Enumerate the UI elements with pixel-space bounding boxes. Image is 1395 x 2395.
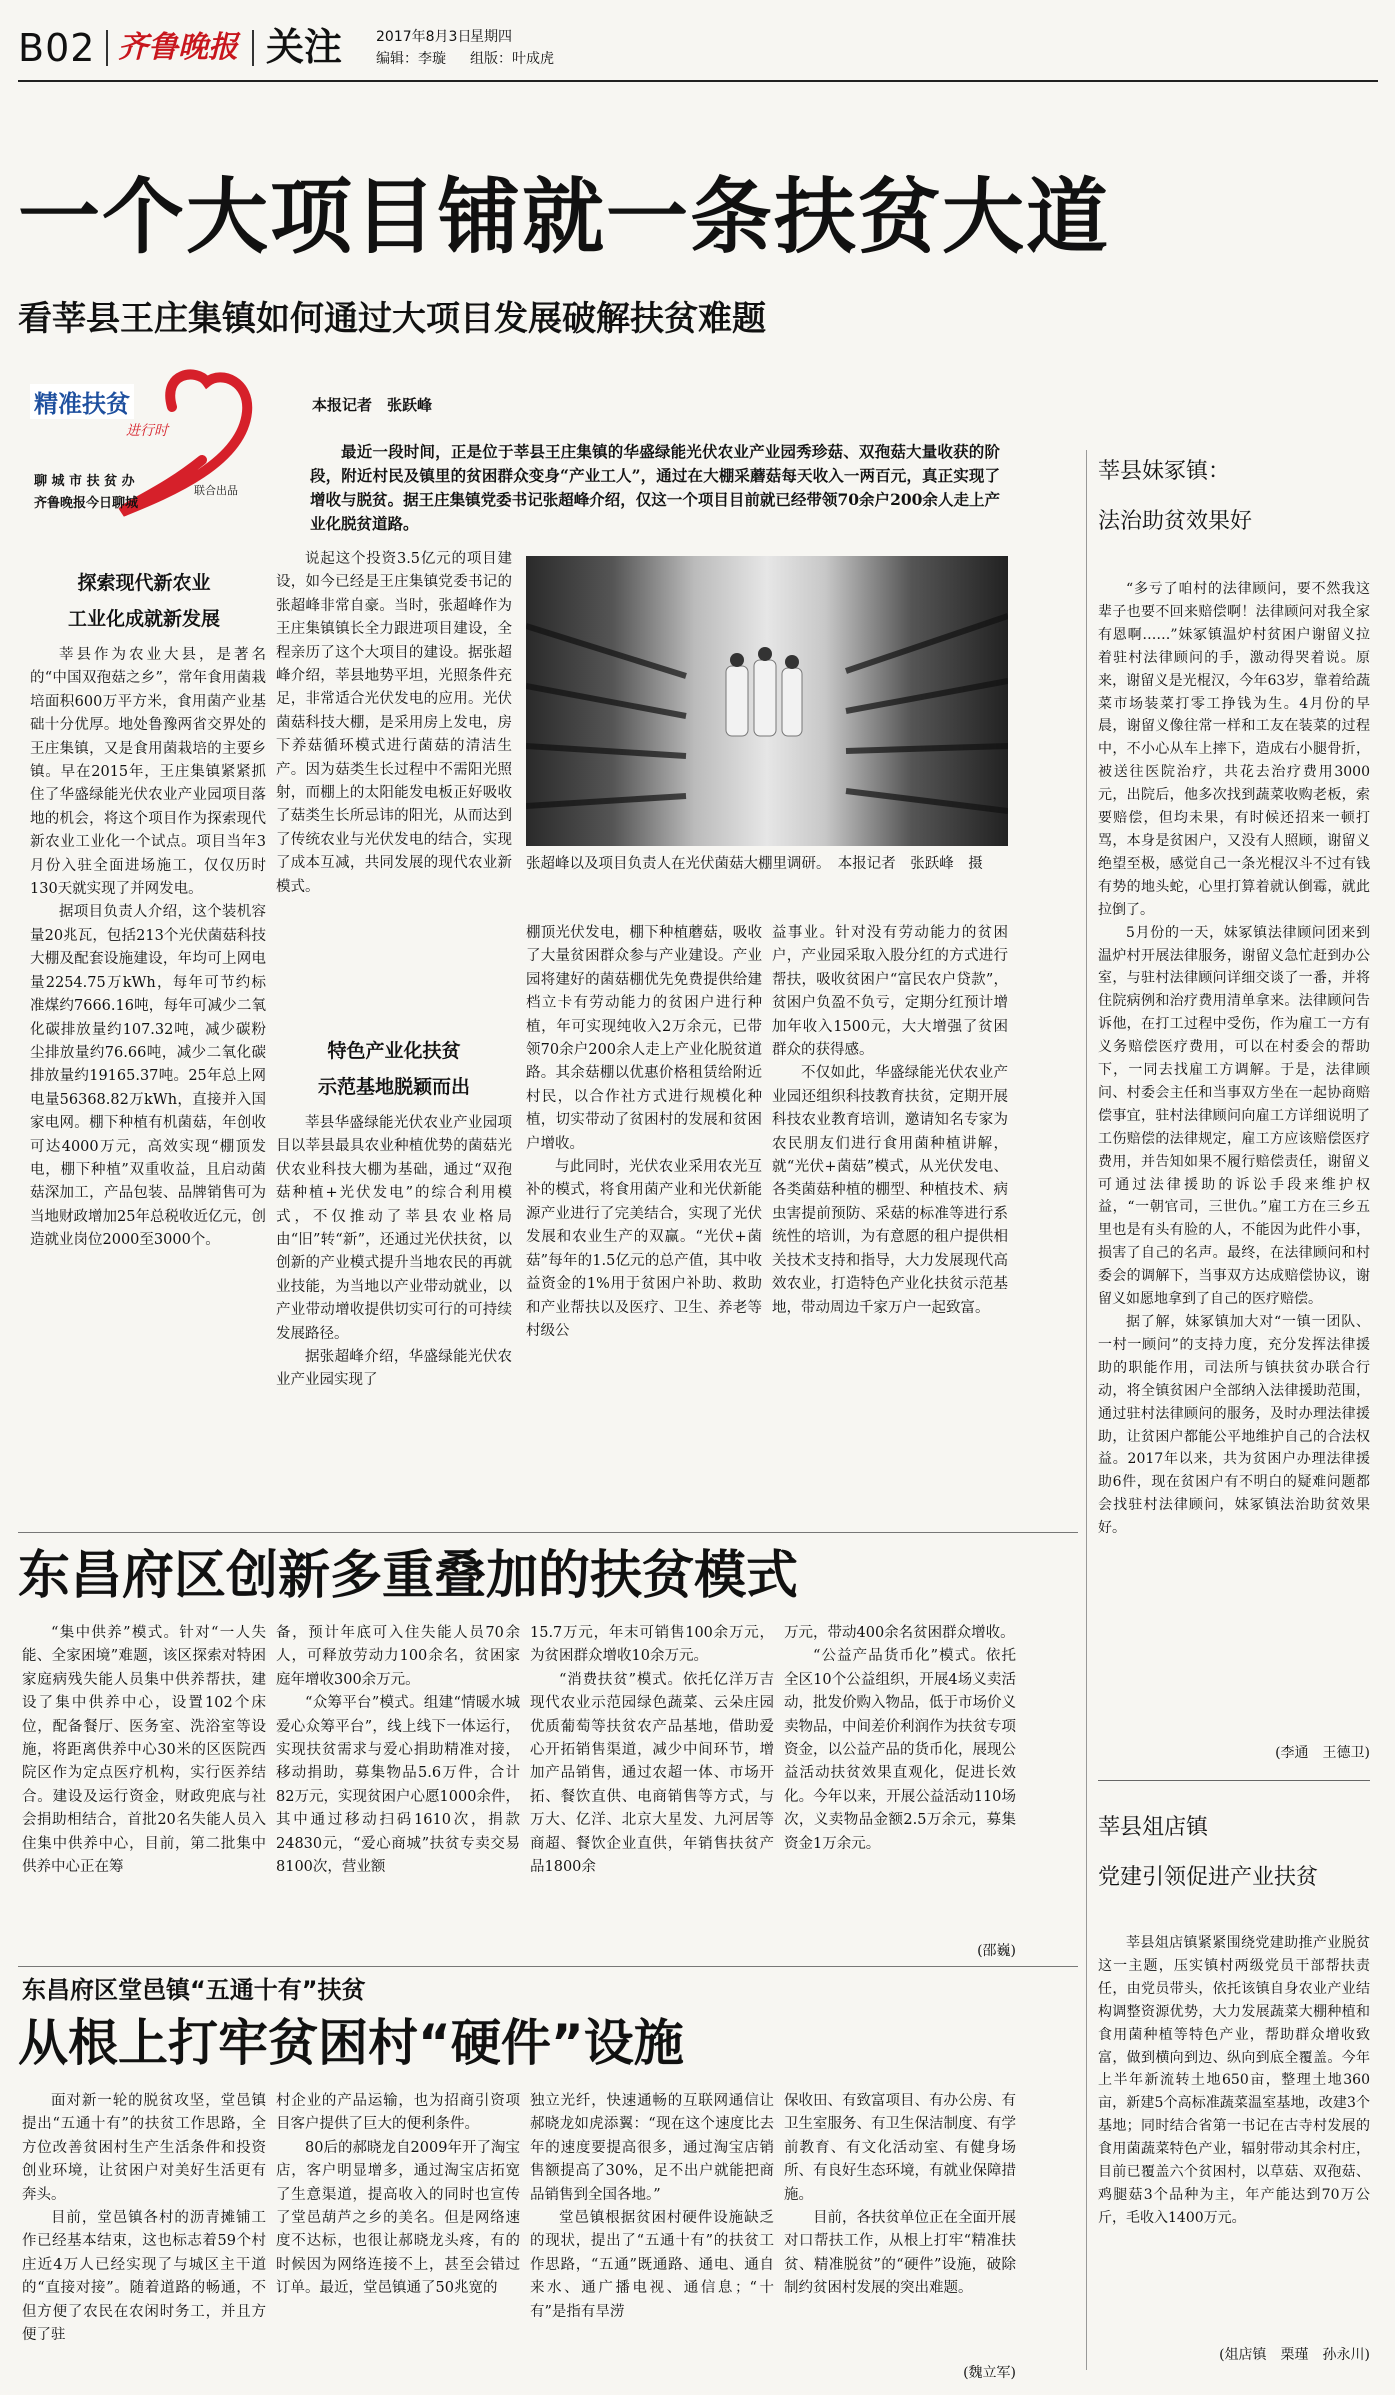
paragraph: 堂邑镇根据贫困村硬件设施缺乏的现状，提出了“五通十有”的扶贫工作思路，“五通”既通路、通电、通自来水、通广播电视、通信息；“十有”是指有旱涝: [530, 2210, 774, 2320]
paragraph: 万元，带动400余名贫困群众增收。: [784, 1625, 1015, 1641]
section1-title-line1: 探索现代新农业: [77, 572, 211, 594]
paragraph: 保收田、有致富项目、有办公房、有卫生室服务、有卫生保洁制度、有学前教育、有文化活动室、有健身场所、有良好生态环境，有就业保障措施。: [784, 2093, 1016, 2203]
tangyi-col-3: [530, 2090, 774, 2390]
story-rule: [18, 1532, 1078, 1533]
paragraph: 据张超峰介绍，华盛绿能光伏农业产业园实现了: [276, 1349, 512, 1389]
tangyi-headline: 从根上打牢贫困村“硬件”设施: [18, 2014, 684, 2072]
logo-title: 精准扶贫: [30, 384, 134, 419]
side2-title-line2: 党建引领促进产业扶贫: [1098, 1865, 1319, 1890]
dongchang-headline: 东昌府区创新多重叠加的扶贫模式: [18, 1546, 799, 1606]
paragraph: 备，预计年底可入住失能人员70余人，可释放劳动力100余名，贫困家庭年增收300余万元。: [276, 1625, 520, 1688]
main-col-4: [772, 922, 1008, 1524]
section-name: 关注: [266, 25, 343, 69]
section1-title-line2: 工业化成就新发展: [67, 608, 220, 630]
paragraph: “众筹平台”模式。组建“情暖水城爱心众筹平台”，线上线下一体运行，实现扶贫需求与爱心捐助精准对接，移动捐助，募集物品5.6万件，合计82万元，实现贫困户心愿1000余件，其中通过移动扫码1610次，捐款24830元，“爱心商城”扶贫专卖交易8100次，营业额: [276, 1695, 520, 1876]
side2-credit: (俎店镇 栗瑾 孙永川): [1219, 2347, 1370, 2363]
masthead-divider-2: [252, 30, 254, 66]
main-col-2: [276, 548, 512, 1038]
tangyi-col-4: [784, 2090, 1016, 2362]
tangyi-kicker: 东昌府区堂邑镇“五通十有”扶贫: [22, 1976, 366, 2004]
masthead-rule: [18, 80, 1378, 82]
side2-body: [1098, 1932, 1370, 2332]
paragraph: 莘县俎店镇紧紧围绕党建助推产业脱贫这一主题，压实镇村两级党员干部帮扶责任，由党员带头，依托该镇自身农业产业结构调整资源优势，大力发展蔬菜大棚种植和食用菌种植等特色产业，帮助群众增收致富，做到横向到边、纵向到底全覆盖。今年上半年新流转土地650亩，整理土地360亩，新建5个高标准蔬菜温室基地，改建3个基地；同时结合省第一书记在古寺村发展的食用菌蔬菜特色产业，辐射带动其余村庄，目前已覆盖六个贫困村，以草菇、双孢菇、鸡腿菇3个品种为主，年产能达到70万公斤，毛收入1400万元。: [1098, 1935, 1370, 2226]
paragraph: 棚顶光伏发电，棚下种植蘑菇，吸收了大量贫困群众参与产业建设。产业园将建好的菌菇棚优先免费提供给建档立卡有劳动能力的贫困户进行种植，年可实现纯收入2万余元，已带领70余户200余人走上产业化脱贫道路。其余菇棚以优惠价格租赁给附近村民，以合作社方式进行规模化种植，切实带动了贫困村的发展和贫困户增收。: [526, 925, 762, 1152]
main-headline: 一个大项目铺就一条扶贫大道: [18, 170, 1111, 265]
section2-title-line2: 示范基地脱颖而出: [317, 1076, 470, 1098]
dongchang-col-3: [530, 1622, 774, 1962]
main-col-3: [526, 922, 762, 1524]
main-byline: 本报记者 张跃峰: [312, 396, 433, 414]
main-col-2b: [276, 1112, 512, 1524]
paper-logo: 齐鲁晚报: [118, 30, 238, 65]
tangyi-credit: (魏立军): [963, 2365, 1016, 2381]
sidebar-divider: [1086, 450, 1087, 2370]
paragraph: 5月份的一天，妹冢镇法律顾问团来到温炉村开展法律服务，谢留义急忙赶到办公室，与驻村法律顾问详细交谈了一番，并将住院病例和治疗费用清单拿来。法律顾问告诉他，在打工过程中受伤，作为雇工一方有义务赔偿医疗费用，可以在村委会的帮助下，一同去找雇工方调解。于是，法律顾问、村委会主任和当事双方坐在一起协商赔偿事宜，驻村法律顾问向雇工方详细说明了工伤赔偿的法律规定，雇工方应该赔偿医疗费用，并告知如果不履行赔偿责任，谢留义可通过法律援助的诉讼手段来维护权益，“一朝官司，三世仇。”雇工方在三乡五里也是有头有脸的人，不能因为此件小事，损害了自己的名声。最终，在法律顾问和村委会的调解下，当事双方达成赔偿协议，谢留义如愿地拿到了自己的医疗赔偿。: [1098, 924, 1370, 1308]
tangyi-col-1: [22, 2090, 266, 2390]
logo-sub: 进行时: [126, 423, 168, 439]
paragraph: 莘县作为农业大县，是著名的“中国双孢菇之乡”，常年食用菌栽培面积600万平方米，食用菌产业基础十分优厚。地处鲁豫两省交界处的王庄集镇，又是食用菌栽培的主要乡镇。早在2015年，王庄集镇紧紧抓住了华盛绿能光伏农业产业园项目落地的机会，将这个项目作为探索现代新农业工业化一个试点。项目当年3月份入驻全面进场施工，仅仅历时130天就实现了并网发电。: [30, 647, 266, 898]
paragraph: 面对新一轮的脱贫攻坚，堂邑镇提出“五通十有”的扶贫工作思路，全方位改善贫困村生产生活条件和投资创业环境，让贫困户对美好生活更有奔头。: [22, 2093, 266, 2203]
side1-body: [1098, 578, 1370, 1738]
paragraph: “公益产品货币化”模式。依托全区10个公益组织，开展4场义卖活动，批发价购入物品，低于市场价义卖物品，中间差价利润作为扶贫专项资金，以公益产品的货币化，展现公益活动扶贫效果直观化，促进长效化。今年以来，开展公益活动110场次，义卖物品金额2.5万余元，募集资金1万余元。: [784, 1648, 1016, 1852]
issue-date: 2017年8月3日: [376, 29, 472, 45]
paragraph: 15.7万元，年末可销售100余万元，为贫困群众增收10余万元。: [530, 1625, 774, 1665]
logo-org-1: 聊 城 市 扶 贫 办: [34, 474, 135, 489]
dongchang-credit: (邵巍): [977, 1943, 1016, 1959]
paragraph: 莘县华盛绿能光伏农业产业园项目以莘县最具农业种植优势的菌菇光伏农业科技大棚为基础，通过“双孢菇种植+光伏发电”的综合利用模式，不仅推动了莘县农业格局由“旧”转“新”，还通过光伏扶贫，以创新的产业模式提升当地农民的再就业技能，为当地以产业带动就业，以产业带动增收提供切实可行的可持续发展路径。: [276, 1115, 512, 1342]
photo-caption: 张超峰以及项目负责人在光伏菌菇大棚里调研。 本报记者 张跃峰 摄: [526, 856, 983, 872]
main-lead: 最近一段时间，正是位于莘县王庄集镇的华盛绿能光伏农业产业园秀珍菇、双孢菇大量收获的阶段，附近村民及镇里的贫困群众变身“产业工人”，通过在大棚采蘑菇每天收入一两百元，真正实现了增收与脱贫。据王庄集镇党委书记张超峰介绍，仅这一个项目目前就已经带领70余户200余人走上产业化脱贫道路。: [310, 442, 1000, 533]
paragraph: “消费扶贫”模式。依托亿洋万吉现代农业示范园绿色蔬菜、云朵庄园优质葡萄等扶贫农产品基地，借助爱心开拓销售渠道，减少中间环节，增加产品销售，通过农超一体、市场开拓、餐饮直供、电商销售等方式，与万大、亿洋、北京大星发、九河居等商超、餐饮企业直供，年销售扶贫产品1800余: [530, 1671, 774, 1876]
side1-title-line2: 法治助贫效果好: [1098, 509, 1253, 534]
masthead-divider: [106, 30, 108, 66]
paragraph: 80后的郝晓龙自2009年开了淘宝店，客户明显增多，通过淘宝店拓宽了生意渠道，提高收入的同时也宣传了堂邑葫芦之乡的美名。但是网络速度不达标，也很让郝晓龙头疼，有的时候因为网络连接不上，甚至会错过订单。最近，堂邑镇通了50兆宽的: [276, 2139, 520, 2297]
paragraph: 目前，堂邑镇各村的沥青摊铺工作已经基本结束，这也标志着59个村庄近4万人已经实现了与城区主干道的“直接对接”。随着道路的畅通，不但方便了农民在农闲时务工，并且方便了驻: [22, 2210, 266, 2344]
paragraph: 说起这个投资3.5亿元的项目建设，如今已经是王庄集镇党委书记的张超峰非常自豪。当时，张超峰作为王庄集镇镇长全力跟进项目建设，全程亲历了这个大项目的建设。据张超峰介绍，莘县地势平坦，光照条件充足，非常适合光伏发电的应用。光伏菌菇科技大棚，是采用房上发电，房下养菇循环模式进行菌菇的清洁生产。因为菇类生长过程中不需阳光照射，而棚上的太阳能发电板正好吸收了菇类生长所忌讳的阳光，从而达到了传统农业与光伏发电的结合，实现了成本互减，共同发展的现代农业新模式。: [276, 551, 512, 895]
main-col-1: [30, 644, 266, 1524]
editor-credit: 编辑：李璇: [376, 51, 446, 67]
paragraph: 不仅如此，华盛绿能光伏农业产业园还组织科技教育扶贫，定期开展科技农业教育培训，邀请知名专家为农民朋友们进行食用菌种植讲解，就“光伏+菌菇”模式，从光伏发电、各类菌菇种植的棚型、种植技术、病虫害提前预防、采菇的标准等进行系统性的培训，为有意愿的租户提供相关技术支持和指导，大力发展现代高效农业，打造特色产业化扶贫示范基地，带动周边千家万户一起致富。: [772, 1065, 1008, 1316]
logo-joint: 联合出品: [194, 484, 238, 497]
campaign-logo: [22, 362, 266, 522]
paragraph: 据了解，妹冢镇加大对“一镇一团队、一村一顾问”的支持力度，充分发挥法律援助的职能作用，司法所与镇扶贫办联合行动，将全镇贫困户全部纳入法律援助范围，通过驻村法律顾问的服务，及时办理法律援助，让贫困户都能公平地维护自己的合法权益。2017年以来，共为贫困户办理法律援助6件，现在贫困户有不明白的疑难问题都会找驻村法律顾问，妹冢镇法治助贫效果好。: [1098, 1314, 1370, 1537]
dongchang-col-1: [22, 1622, 266, 1962]
paragraph: “多亏了咱村的法律顾问，要不然我这辈子也要不回来赔偿啊！法律顾问对我全家有恩啊……”妹冢镇温炉村贫困户谢留义拉着驻村法律顾问的手，激动得哭着说。原来，谢留义是光棍汉，今年63岁，靠着给蔬菜市场装菜打零工挣钱为生。4月份的早晨，谢留义像往常一样和工友在装菜的过程中，不小心从车上摔下，造成右小腿骨折，被送往医院治疗，共花去治疗费用3000元，出院后，他多次找到蔬菜收购老板，索要赔偿，但均未果，有时候还招来一顿打骂，本身是贫困户，又没有人照顾，谢留义绝望至极，感觉自己一条光棍汉斗不过有钱有势的地头蛇，心里打算着就认倒霉，就此拉倒了。: [1098, 581, 1370, 918]
paragraph: 村企业的产品运输，也为招商引资项目客户提供了巨大的便利条件。: [276, 2093, 520, 2133]
side2-title-line1: 莘县俎店镇: [1098, 1815, 1209, 1840]
paragraph: 目前，各扶贫单位正在全面开展对口帮扶工作，从根上打牢“精准扶贫、精准脱贫”的“硬件”设施，破除制约贫困村发展的突出难题。: [784, 2210, 1016, 2297]
paragraph: 独立光纤，快速通畅的互联网通信让郝晓龙如虎添翼：“现在这个速度比去年的速度要提高很多，通过淘宝店销售额提高了30%，足不出户就能把商品销售到全国各地。”: [530, 2093, 774, 2203]
section2-title-line1: 特色产业化扶贫: [327, 1040, 461, 1062]
dongchang-col-4: [784, 1622, 1016, 1940]
side1-credit: (李通 王德卫): [1275, 1745, 1370, 1761]
side-rule: [1098, 1780, 1370, 1781]
page-code: B02: [18, 26, 96, 70]
paragraph: 据项目负责人介绍，这个装机容量20兆瓦，包括213个光伏菌菇科技大棚及配套设施建设，年均可上网电量2254.75万kWh，每年可节约标准煤约7666.16吨，每年可减少二氧化碳排放量约107.32吨，减少碳粉尘排放量约76.66吨，减少二氧化碳排放量约19165.37吨。25年总上网电量56368.82万kWh，直接并入国家电网。棚下种植有机菌菇，年创收可达4000万元，高效实现“棚顶发电，棚下种植”双重收益，且启动菌菇深加工，产品包装、品牌销售可为当地财政增加25年总税收近亿元，创造就业岗位2000至3000个。: [30, 904, 266, 1249]
tangyi-col-2: [276, 2090, 520, 2390]
paragraph: 益事业。针对没有劳动能力的贫困户，产业园采取入股分红的方式进行帮扶，吸收贫困户“富民农户贷款”，贫困户负盈不负亏，定期分红预计增加年收入1500元，大大增强了贫困群众的获得感。: [772, 925, 1008, 1059]
side1-title-line1: 莘县妹冢镇：: [1098, 459, 1231, 484]
logo-org-2: 齐鲁晚报今日聊城: [34, 496, 139, 511]
greenhouse-photo: [526, 556, 1008, 846]
paragraph: 与此同时，光伏农业采用农光互补的模式，将食用菌产业和光伏新能源产业进行了完美结合，实现了光伏发展和农业生产的双赢。“光伏+菌菇”每年的1.5亿元的总产值，其中收益资金的1%用于贫困户补助、救助和产业帮扶以及医疗、卫生、养老等村级公: [526, 1159, 762, 1339]
dongchang-col-2: [276, 1622, 520, 1962]
issue-weekday: 星期四: [470, 29, 512, 45]
main-subheadline: 看莘县王庄集镇如何通过大项目发展破解扶贫难题: [18, 299, 766, 339]
paragraph: “集中供养”模式。针对“一人失能、全家困境”难题，该区探索对特困家庭病残失能人员集中供养帮扶，建设了集中供养中心，设置102个床位，配备餐厅、医务室、洗浴室等设施，将距离供养中心30米的区医院西院区作为定点医疗机构，实行医养结合。建设及运行资金，财政兜底与社会捐助相结合，首批20名失能人员入住集中供养中心，目前，第二批集中供养中心正在筹: [22, 1625, 266, 1876]
story-rule-2: [18, 1966, 1078, 1967]
layout-credit: 组版：叶成虎: [470, 51, 554, 67]
